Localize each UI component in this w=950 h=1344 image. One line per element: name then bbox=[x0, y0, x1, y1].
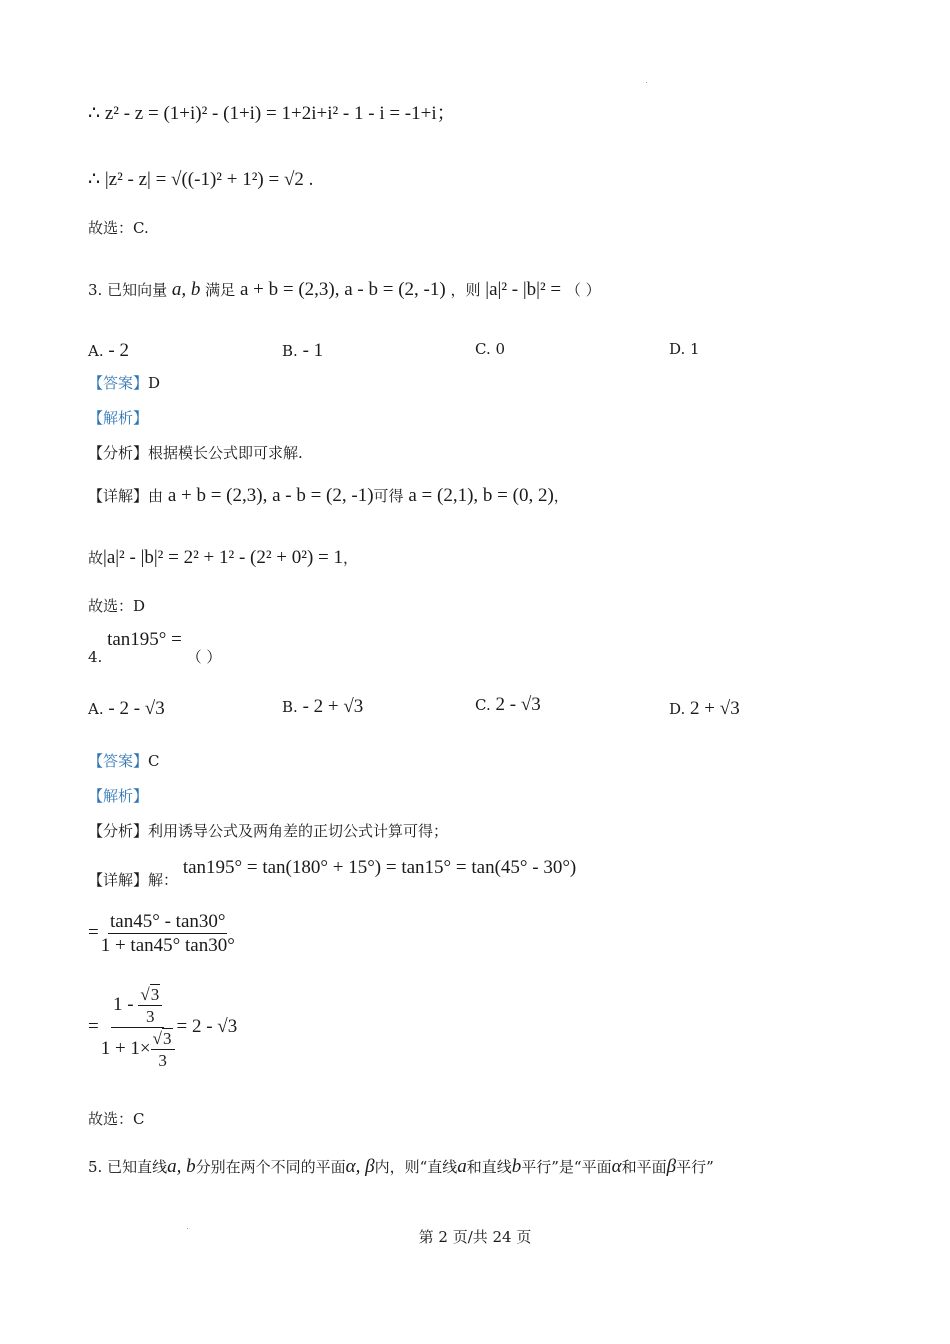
answer-tag: 【答案】 bbox=[88, 374, 149, 392]
question-4-stem: 4. tan195° = （ ） bbox=[88, 629, 222, 666]
answer-value: C bbox=[148, 752, 160, 770]
scan-dot bbox=[646, 82, 647, 83]
question-3-stem bbox=[88, 280, 601, 299]
question-5-stem: 5. 已知直线a, b分别在两个不同的平面α, β内，则“直线a和直线b平行”是“平面α和平面β平行” bbox=[88, 1156, 714, 1177]
answer-value: D bbox=[148, 374, 161, 392]
detail-line: 【详解】解： tan195° = tan(180° + 15°) = tan15° = tan(45° - 30°) bbox=[88, 857, 577, 889]
option-c: C. 0 bbox=[475, 340, 506, 358]
option-c: C. 2 - √3 bbox=[475, 694, 541, 715]
option-b: B. - 1 bbox=[282, 340, 324, 361]
question-number: 3. bbox=[88, 281, 103, 299]
option-a: A. - 2 - √3 bbox=[88, 698, 165, 719]
fraction-step-2: = 1 - $\frac{√3}{3}$ 1 + 1× $\frac{√3}{3}$ = 2 - √3 bbox=[88, 985, 238, 1070]
detail-line: 【详解】由 a + b = (2,3), a - b = (2, -1)可得 a = (2,1), b = (0, 2)， bbox=[88, 485, 569, 506]
stem-vectors: a, b bbox=[171, 279, 201, 300]
solution-modulus: ∴ |z² - z| = √((-1)² + 1²) = √2 . bbox=[88, 169, 314, 190]
choice-line: 故选：C. bbox=[88, 219, 149, 237]
page-footer: 第 2 页/共 24 页 bbox=[418, 1228, 532, 1246]
answer-line bbox=[88, 754, 160, 769]
option-d: D. 2 + √3 bbox=[669, 698, 740, 719]
choice-line: 故选：C bbox=[88, 1110, 145, 1128]
option-a: A. - 2 bbox=[88, 340, 129, 361]
analysis-tag: 【解析】 bbox=[88, 409, 149, 427]
stem-condition: a + b = (2,3), a - b = (2, -1) bbox=[239, 279, 446, 300]
stem-text: 满足 bbox=[205, 281, 236, 299]
analysis-summary: 【分析】根据模长公式即可求解. bbox=[88, 444, 303, 462]
answer-tag: 【答案】 bbox=[88, 752, 149, 770]
answer-line bbox=[88, 376, 160, 391]
fraction-step: = $\frac{\tan 45^\circ - \tan 30^\circ}{1 + \tan 45^\circ \tan 30^\circ}$ bbox=[88, 911, 235, 956]
analysis-summary: 【分析】利用诱导公式及两角差的正切公式计算可得； bbox=[88, 822, 449, 840]
detail-calc: 故|a|² - |b|² = 2² + 1² - (2² + 0²) = 1， bbox=[88, 547, 359, 568]
analysis-tag: 【解析】 bbox=[88, 787, 149, 805]
option-b: B. - 2 + √3 bbox=[282, 696, 364, 717]
solution-equation: ∴ z² - z = (1+i)² - (1+i) = 1+2i+i² - 1 - i = -1+i； bbox=[88, 103, 456, 124]
choice-line: 故选：D bbox=[88, 597, 146, 615]
stem-text: ，则 bbox=[450, 281, 481, 299]
answer-blank: （ ） bbox=[565, 281, 601, 299]
stem-expression: |a|² - |b|² = bbox=[485, 279, 562, 300]
option-d: D. 1 bbox=[669, 340, 700, 358]
stem-text: 已知向量 bbox=[107, 281, 168, 299]
